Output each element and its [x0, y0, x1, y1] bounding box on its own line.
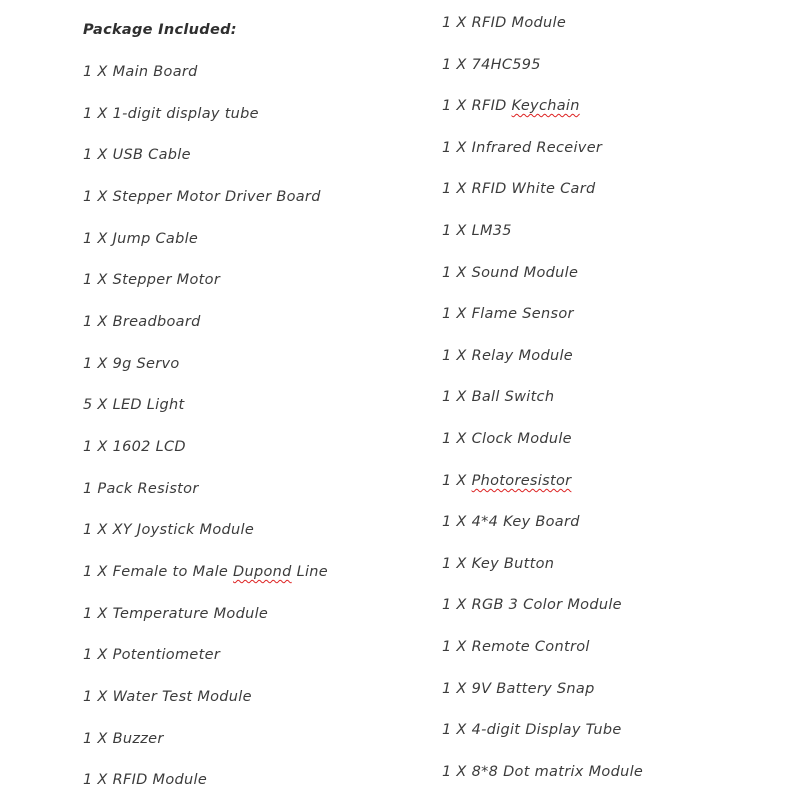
- list-item: 1 X 1602 LCD: [83, 439, 186, 455]
- list-item: 1 X Buzzer: [83, 731, 164, 747]
- list-item: 1 X Main Board: [83, 64, 198, 80]
- list-item-text: Line: [291, 564, 328, 580]
- list-item-text: 1 X: [442, 473, 472, 489]
- list-item: 1 X RFID Module: [442, 15, 567, 31]
- list-item: 1 X Clock Module: [442, 431, 572, 447]
- list-item: 1 X Relay Module: [442, 348, 574, 364]
- list-item: 1 X RFID Module: [83, 772, 208, 788]
- list-item: 5 X LED Light: [83, 397, 185, 413]
- list-item: 1 X XY Joystick Module: [83, 522, 255, 538]
- list-item-text: 1 X RFID: [442, 98, 512, 114]
- list-item: 1 X Temperature Module: [83, 606, 269, 622]
- list-item: 1 X Stepper Motor Driver Board: [83, 189, 321, 205]
- list-item: 1 X Flame Sensor: [442, 306, 574, 322]
- list-item: 1 X Remote Control: [442, 639, 590, 655]
- list-item: 1 X Key Button: [442, 556, 555, 572]
- list-item: 1 X 1-digit display tube: [83, 106, 259, 122]
- list-item: 1 X Ball Switch: [442, 389, 555, 405]
- spellcheck-word: Dupond: [233, 564, 292, 580]
- spellcheck-word: Keychain: [511, 98, 580, 114]
- list-item: 1 X Stepper Motor: [83, 272, 221, 288]
- list-item: 1 Pack Resistor: [83, 481, 199, 497]
- list-item: [442, 473, 571, 489]
- list-item: 1 X Infrared Receiver: [442, 140, 603, 156]
- list-item: 1 X Breadboard: [83, 314, 201, 330]
- list-item: 1 X RFID White Card: [442, 181, 596, 197]
- package-heading: Package Included:: [83, 22, 237, 38]
- list-item: 1 X Sound Module: [442, 265, 579, 281]
- list-item: 1 X USB Cable: [83, 147, 191, 163]
- list-item: 1 X LM35: [442, 223, 512, 239]
- list-item: [83, 564, 328, 580]
- list-item: 1 X 4-digit Display Tube: [442, 722, 622, 738]
- spellcheck-word: Photoresistor: [471, 473, 572, 489]
- list-item: 1 X Water Test Module: [83, 689, 252, 705]
- list-item: 1 X Potentiometer: [83, 647, 221, 663]
- list-item: 1 X 9g Servo: [83, 356, 180, 372]
- list-item: 1 X RGB 3 Color Module: [442, 597, 622, 613]
- list-item: 1 X Jump Cable: [83, 231, 199, 247]
- list-item: 1 X 9V Battery Snap: [442, 681, 595, 697]
- list-item: 1 X 4*4 Key Board: [442, 514, 580, 530]
- list-item: [442, 98, 580, 114]
- list-item: 1 X 8*8 Dot matrix Module: [442, 764, 644, 780]
- list-item: 1 X 74HC595: [442, 57, 541, 73]
- list-item-text: 1 X Female to Male: [83, 564, 234, 580]
